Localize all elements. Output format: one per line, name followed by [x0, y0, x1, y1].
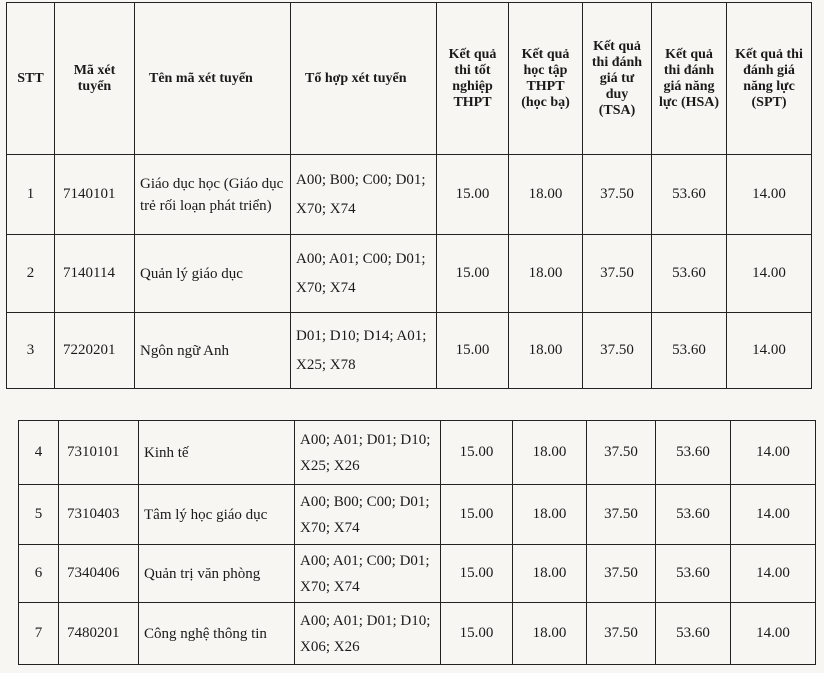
cell-code: 7310101: [59, 421, 139, 485]
cell-hsa: 53.60: [656, 485, 731, 545]
cell-name: Kinh tế: [139, 421, 295, 485]
cell-name: Ngôn ngữ Anh: [135, 313, 291, 389]
cell-code: 7140101: [55, 155, 135, 235]
cell-hsa: 53.60: [652, 313, 727, 389]
header-tsa: Kết quả thi đánh giá tư duy (TSA): [583, 3, 652, 155]
cell-stt: 7: [19, 603, 59, 665]
cell-hocba: 18.00: [509, 235, 583, 313]
header-name: Tên mã xét tuyển: [135, 3, 291, 155]
cell-spt: 14.00: [727, 313, 812, 389]
cell-tsa: 37.50: [587, 485, 656, 545]
cell-tsa: 37.50: [583, 313, 652, 389]
cell-stt: 6: [19, 545, 59, 603]
cell-thpt: 15.00: [441, 485, 513, 545]
header-hsa: Kết quả thi đánh giá năng lực (HSA): [652, 3, 727, 155]
header-hocba: Kết quả học tập THPT (học bạ): [509, 3, 583, 155]
cell-combo: D01; D10; D14; A01; X25; X78: [291, 313, 437, 389]
cell-name: Công nghệ thông tin: [139, 603, 295, 665]
cell-combo: A00; A01; D01; D10; X06; X26: [295, 603, 441, 665]
table-row: [7, 313, 812, 389]
cell-hocba: 18.00: [513, 421, 587, 485]
cell-combo: A00; B00; C00; D01; X70; X74: [291, 155, 437, 235]
header-spt: Kết quả thi đánh giá năng lực (SPT): [727, 3, 812, 155]
cell-hocba: 18.00: [513, 545, 587, 603]
cell-combo: A00; B00; C00; D01; X70; X74: [295, 485, 441, 545]
cell-tsa: 37.50: [583, 155, 652, 235]
cell-tsa: 37.50: [583, 235, 652, 313]
cell-combo: A00; A01; C00; D01; X70; X74: [291, 235, 437, 313]
cell-spt: 14.00: [731, 485, 816, 545]
header-combo: Tổ hợp xét tuyển: [291, 3, 437, 155]
table-row: [7, 155, 812, 235]
cell-hsa: 53.60: [652, 155, 727, 235]
cell-thpt: 15.00: [441, 603, 513, 665]
header-row: [7, 3, 812, 155]
cell-tsa: 37.50: [587, 603, 656, 665]
cell-name: Quản lý giáo dục: [135, 235, 291, 313]
cell-thpt: 15.00: [437, 235, 509, 313]
cell-code: 7140114: [55, 235, 135, 313]
cell-hsa: 53.60: [652, 235, 727, 313]
cell-code: 7310403: [59, 485, 139, 545]
table-row: [7, 235, 812, 313]
cell-spt: 14.00: [731, 603, 816, 665]
header-stt: STT: [7, 3, 55, 155]
table-row: [19, 545, 816, 603]
cell-stt: 1: [7, 155, 55, 235]
cell-spt: 14.00: [727, 235, 812, 313]
cell-hocba: 18.00: [509, 155, 583, 235]
cell-tsa: 37.50: [587, 421, 656, 485]
cell-thpt: 15.00: [437, 155, 509, 235]
cell-hocba: 18.00: [513, 603, 587, 665]
cell-hsa: 53.60: [656, 421, 731, 485]
cell-name: Tâm lý học giáo dục: [139, 485, 295, 545]
cell-stt: 3: [7, 313, 55, 389]
cell-spt: 14.00: [731, 545, 816, 603]
cell-code: 7480201: [59, 603, 139, 665]
cell-name: Quản trị văn phòng: [139, 545, 295, 603]
header-thpt: Kết quả thi tốt nghiệp THPT: [437, 3, 509, 155]
cell-tsa: 37.50: [587, 545, 656, 603]
cell-hocba: 18.00: [509, 313, 583, 389]
table-row: [19, 421, 816, 485]
cell-stt: 2: [7, 235, 55, 313]
cell-hsa: 53.60: [656, 545, 731, 603]
cell-spt: 14.00: [731, 421, 816, 485]
cell-hocba: 18.00: [513, 485, 587, 545]
cell-thpt: 15.00: [441, 421, 513, 485]
cell-stt: 5: [19, 485, 59, 545]
cell-stt: 4: [19, 421, 59, 485]
cell-code: 7340406: [59, 545, 139, 603]
cell-code: 7220201: [55, 313, 135, 389]
cell-combo: A00; A01; C00; D01; X70; X74: [295, 545, 441, 603]
cell-thpt: 15.00: [441, 545, 513, 603]
cell-name: Giáo dục học (Giáo dục trẻ rối loạn phát triển): [135, 155, 291, 235]
cell-spt: 14.00: [727, 155, 812, 235]
cell-thpt: 15.00: [437, 313, 509, 389]
admission-table-top: [6, 2, 812, 389]
table-row: [19, 485, 816, 545]
admission-table-bottom: [18, 420, 816, 665]
table-row: [19, 603, 816, 665]
cell-combo: A00; A01; D01; D10; X25; X26: [295, 421, 441, 485]
header-code: Mã xét tuyển: [55, 3, 135, 155]
cell-hsa: 53.60: [656, 603, 731, 665]
